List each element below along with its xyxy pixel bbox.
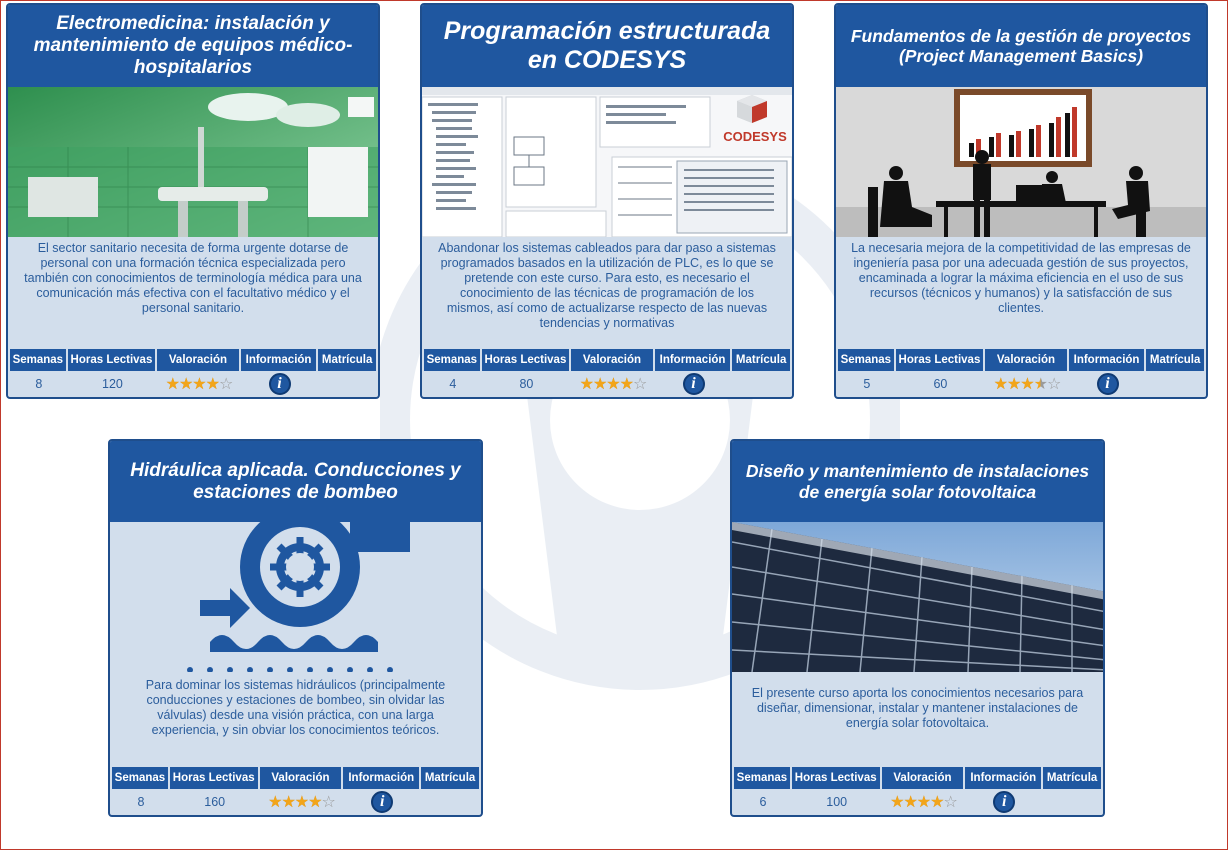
- star-full-icon: ★: [294, 794, 309, 811]
- star-half-icon: ★: [1033, 376, 1047, 393]
- info-header: Información: [343, 767, 421, 789]
- course-card-project-management[interactable]: [834, 3, 1208, 399]
- star-rating: [994, 374, 1061, 394]
- codesys-logo-text: CODESYS: [723, 129, 787, 144]
- star-full-icon: ★: [1020, 376, 1034, 393]
- business-meeting-silhouettes: [836, 87, 1206, 237]
- star-full-icon: ★: [619, 376, 633, 393]
- star-full-icon: ★: [1006, 376, 1021, 393]
- star-full-icon: ★: [890, 794, 904, 811]
- solar-panels-photo: [732, 522, 1103, 672]
- course-description: Abandonar los sistemas cableados para dar paso a sistemas programados basados en la utilización de PLC, es lo que se pretende con este curso. Para esto, es necesario el conocimiento de las técnicas de programación de los mismos, así como de actualizarse respecto de las nuevas tendencias y normativas: [438, 241, 776, 330]
- rating-header: Valoración: [985, 349, 1069, 371]
- info-icon[interactable]: i: [993, 791, 1015, 813]
- star-full-icon: ★: [308, 794, 322, 811]
- star-empty-icon: ☆: [218, 376, 233, 393]
- course-stats: [8, 349, 378, 397]
- star-full-icon: ★: [592, 376, 607, 393]
- info-header: Información: [1069, 349, 1147, 371]
- hours-header: Horas Lectivas: [170, 767, 260, 789]
- hours-header: Horas Lectivas: [896, 349, 986, 371]
- star-full-icon: ★: [903, 794, 917, 811]
- hours-value: 120: [102, 377, 123, 391]
- star-empty-icon: ☆: [321, 794, 335, 811]
- info-icon[interactable]: i: [269, 373, 291, 395]
- course-title[interactable]: Fundamentos de la gestión de proyectos (Project Management Basics): [836, 5, 1206, 87]
- info-icon[interactable]: i: [683, 373, 705, 395]
- star-full-icon: ★: [192, 376, 206, 393]
- info-header: Información: [655, 349, 733, 371]
- enroll-header: Matrícula: [318, 349, 376, 371]
- star-full-icon: ★: [993, 376, 1007, 393]
- star-rating: [890, 792, 957, 812]
- course-stats: [422, 349, 792, 397]
- course-description: La necesaria mejora de la competitividad de las empresas de ingeniería pasa por una adecuada gestión de sus proyectos, encaminada a lograr la máxima eficiencia en el uso de sus recursos (técnicos y humanos) y la satisfacción de sus clientes.: [851, 241, 1191, 315]
- hours-value: 100: [826, 795, 848, 809]
- star-rating: [268, 792, 335, 812]
- star-full-icon: ★: [165, 376, 179, 393]
- info-cell: [655, 373, 733, 395]
- star-full-icon: ★: [606, 376, 620, 393]
- enroll-header: Matrícula: [1043, 767, 1101, 789]
- enroll-header: Matrícula: [732, 349, 790, 371]
- info-cell: [965, 791, 1043, 813]
- rating-header: Valoración: [571, 349, 655, 371]
- course-image[interactable]: [836, 87, 1206, 237]
- enroll-header: Matrícula: [421, 767, 479, 789]
- course-description: El sector sanitario necesita de forma urgente dotarse de personal con una formación técnica especializada pero también con conocimientos de terminología médica para una comunicación más efectiva con el facultativo médico y el personal sanitario.: [24, 241, 362, 315]
- star-full-icon: ★: [178, 376, 193, 393]
- course-card-hidraulica[interactable]: [108, 439, 483, 817]
- course-stats: [732, 767, 1103, 815]
- rating-stars: [260, 792, 344, 812]
- weeks-value: 5: [863, 377, 871, 391]
- star-full-icon: ★: [916, 794, 931, 811]
- hours-value: 80: [519, 377, 534, 391]
- star-rating: [166, 374, 233, 394]
- weeks-header: Semanas: [112, 767, 170, 789]
- hours-value: 160: [204, 795, 226, 809]
- rating-header: Valoración: [157, 349, 241, 371]
- weeks-value: 4: [449, 377, 457, 391]
- star-full-icon: ★: [205, 376, 219, 393]
- course-card-solar[interactable]: [730, 439, 1105, 817]
- codesys-ide-screenshot: [422, 87, 792, 237]
- course-stats: [836, 349, 1206, 397]
- hours-header: Horas Lectivas: [68, 349, 158, 371]
- course-image[interactable]: [422, 87, 792, 237]
- hours-header: Horas Lectivas: [482, 349, 572, 371]
- star-full-icon: ★: [281, 794, 295, 811]
- rating-stars: [157, 374, 241, 394]
- course-title[interactable]: Electromedicina: instalación y mantenimiento de equipos médico-hospitalarios: [8, 5, 378, 87]
- course-stats: [110, 767, 481, 815]
- info-header: Información: [241, 349, 319, 371]
- course-card-codesys[interactable]: [420, 3, 794, 399]
- course-image[interactable]: [732, 522, 1103, 672]
- weeks-value: 8: [137, 795, 145, 809]
- hours-value: 60: [933, 377, 948, 391]
- course-title[interactable]: Programación estructurada en CODESYS: [422, 5, 792, 87]
- info-cell: [1069, 373, 1147, 395]
- info-header: Información: [965, 767, 1043, 789]
- star-rating: [580, 374, 647, 394]
- course-title[interactable]: Hidráulica aplicada. Conducciones y estaciones de bombeo: [110, 441, 481, 522]
- rating-header: Valoración: [882, 767, 966, 789]
- weeks-value: 8: [35, 377, 43, 391]
- weeks-header: Semanas: [838, 349, 896, 371]
- operating-room-photo: [8, 87, 378, 237]
- info-cell: [241, 373, 319, 395]
- course-image[interactable]: [8, 87, 378, 237]
- info-icon[interactable]: i: [1097, 373, 1119, 395]
- star-full-icon: ★: [579, 376, 593, 393]
- star-empty-icon: ☆: [1046, 376, 1061, 393]
- enroll-header: Matrícula: [1146, 349, 1204, 371]
- weeks-value: 6: [759, 795, 767, 809]
- weeks-header: Semanas: [424, 349, 482, 371]
- star-empty-icon: ☆: [632, 376, 647, 393]
- info-icon[interactable]: i: [371, 791, 393, 813]
- hours-header: Horas Lectivas: [792, 767, 882, 789]
- course-image[interactable]: [110, 522, 481, 672]
- rating-stars: [571, 374, 655, 394]
- star-full-icon: ★: [930, 794, 944, 811]
- course-description: Para dominar los sistemas hidráulicos (principalmente conducciones y estaciones de bombeo, sin olvidar las válvulas) desde una visión práctica, con una larga experiencia, y sin obviar los conocimientos teóricos.: [145, 678, 446, 737]
- weeks-header: Semanas: [734, 767, 792, 789]
- pump-icon-illustration: [110, 522, 481, 672]
- course-card-electromedicina[interactable]: [6, 3, 380, 399]
- star-full-icon: ★: [268, 794, 282, 811]
- info-cell: [343, 791, 421, 813]
- course-description: El presente curso aporta los conocimientos necesarios para diseñar, dimensionar, instalar y mantener instalaciones de energía solar fotovoltaica.: [751, 686, 1084, 730]
- course-title[interactable]: Diseño y mantenimiento de instalaciones de energía solar fotovoltaica: [732, 441, 1103, 522]
- rating-header: Valoración: [260, 767, 344, 789]
- rating-stars: [882, 792, 966, 812]
- weeks-header: Semanas: [10, 349, 68, 371]
- rating-stars: [985, 374, 1069, 394]
- star-empty-icon: ☆: [943, 794, 957, 811]
